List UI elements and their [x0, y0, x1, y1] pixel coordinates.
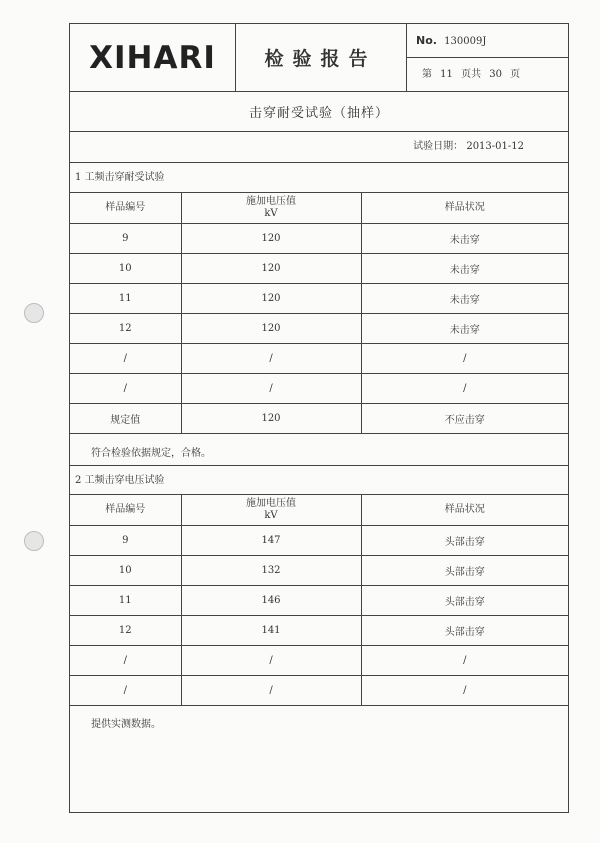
table-row [70, 224, 568, 254]
section-1-heading: 1 工频击穿耐受试验 [70, 163, 568, 193]
col-voltage-label: 施加电压值 [246, 498, 296, 509]
test-date: 试验日期： 2013-01-12 [70, 131, 568, 163]
section-2-note: 提供实测数据。 [91, 719, 161, 730]
company-logo: XIHARI [70, 24, 236, 91]
table-row [70, 314, 568, 344]
table-row [70, 616, 568, 646]
punch-hole-top [24, 303, 44, 323]
breakdown-voltage-table [70, 495, 568, 706]
status-cell: 未击穿 [361, 314, 568, 344]
section-1-conclusion: 符合检验依据规定，合格。 [91, 448, 211, 459]
col-voltage-unit: kV [264, 510, 278, 521]
col-sample-id: 样品编号 [70, 495, 181, 526]
report-number-value: 130009J [444, 36, 487, 47]
sample-id-cell: / [70, 344, 181, 374]
voltage-cell: / [181, 646, 361, 676]
voltage-cell: / [181, 374, 361, 404]
sample-id-cell: 12 [70, 616, 181, 646]
test-title: 击穿耐受试验（抽样） [70, 91, 568, 132]
table-row [70, 254, 568, 284]
section-2-heading: 2 工频击穿电压试验 [70, 465, 568, 495]
table-header-row [70, 495, 568, 526]
voltage-cell: 132 [181, 556, 361, 586]
status-cell: / [361, 676, 568, 706]
voltage-cell: 141 [181, 616, 361, 646]
sample-id-cell: 9 [70, 224, 181, 254]
col-applied-voltage [181, 495, 361, 526]
report-number [406, 24, 568, 58]
voltage-cell: 120 [181, 404, 361, 434]
col-sample-id: 样品编号 [70, 193, 181, 224]
sample-id-cell: 10 [70, 556, 181, 586]
col-sample-status: 样品状况 [361, 193, 568, 224]
report-number-label: No. [416, 34, 437, 47]
status-cell: 未击穿 [361, 284, 568, 314]
voltage-cell: 120 [181, 284, 361, 314]
voltage-cell: 146 [181, 586, 361, 616]
page-indicator: 第 11 页共 30 页 [422, 69, 521, 80]
table-row [70, 344, 568, 374]
voltage-cell: 147 [181, 526, 361, 556]
voltage-cell: 120 [181, 224, 361, 254]
status-cell: / [361, 344, 568, 374]
table-row [70, 646, 568, 676]
sample-id-cell: 12 [70, 314, 181, 344]
sample-id-cell: 10 [70, 254, 181, 284]
status-cell: / [361, 646, 568, 676]
table-row [70, 586, 568, 616]
sample-id-cell: / [70, 676, 181, 706]
punch-hole-bottom [24, 531, 44, 551]
status-cell: 头部击穿 [361, 586, 568, 616]
report-header [70, 24, 568, 92]
sample-id-cell: / [70, 646, 181, 676]
withstand-test-table [70, 193, 568, 434]
report-title: 检验报告 [235, 24, 407, 91]
sample-id-cell: 9 [70, 526, 181, 556]
table-row [70, 404, 568, 434]
table-header-row [70, 193, 568, 224]
table-row [70, 556, 568, 586]
sample-id-cell: 11 [70, 284, 181, 314]
sample-id-cell: 11 [70, 586, 181, 616]
status-cell: 未击穿 [361, 254, 568, 284]
table-row [70, 526, 568, 556]
voltage-cell: / [181, 344, 361, 374]
status-cell: / [361, 374, 568, 404]
col-applied-voltage [181, 193, 361, 224]
table-row [70, 676, 568, 706]
voltage-cell: / [181, 676, 361, 706]
status-cell: 头部击穿 [361, 526, 568, 556]
sample-id-cell: / [70, 374, 181, 404]
status-cell: 未击穿 [361, 224, 568, 254]
voltage-cell: 120 [181, 254, 361, 284]
col-sample-status: 样品状况 [361, 495, 568, 526]
table-row [70, 374, 568, 404]
col-voltage-unit: kV [264, 208, 278, 219]
table-row [70, 284, 568, 314]
status-cell: 头部击穿 [361, 556, 568, 586]
voltage-cell: 120 [181, 314, 361, 344]
sample-id-cell: 规定值 [70, 404, 181, 434]
status-cell: 头部击穿 [361, 616, 568, 646]
status-cell: 不应击穿 [361, 404, 568, 434]
col-voltage-label: 施加电压值 [246, 196, 296, 207]
report-frame [69, 23, 569, 813]
